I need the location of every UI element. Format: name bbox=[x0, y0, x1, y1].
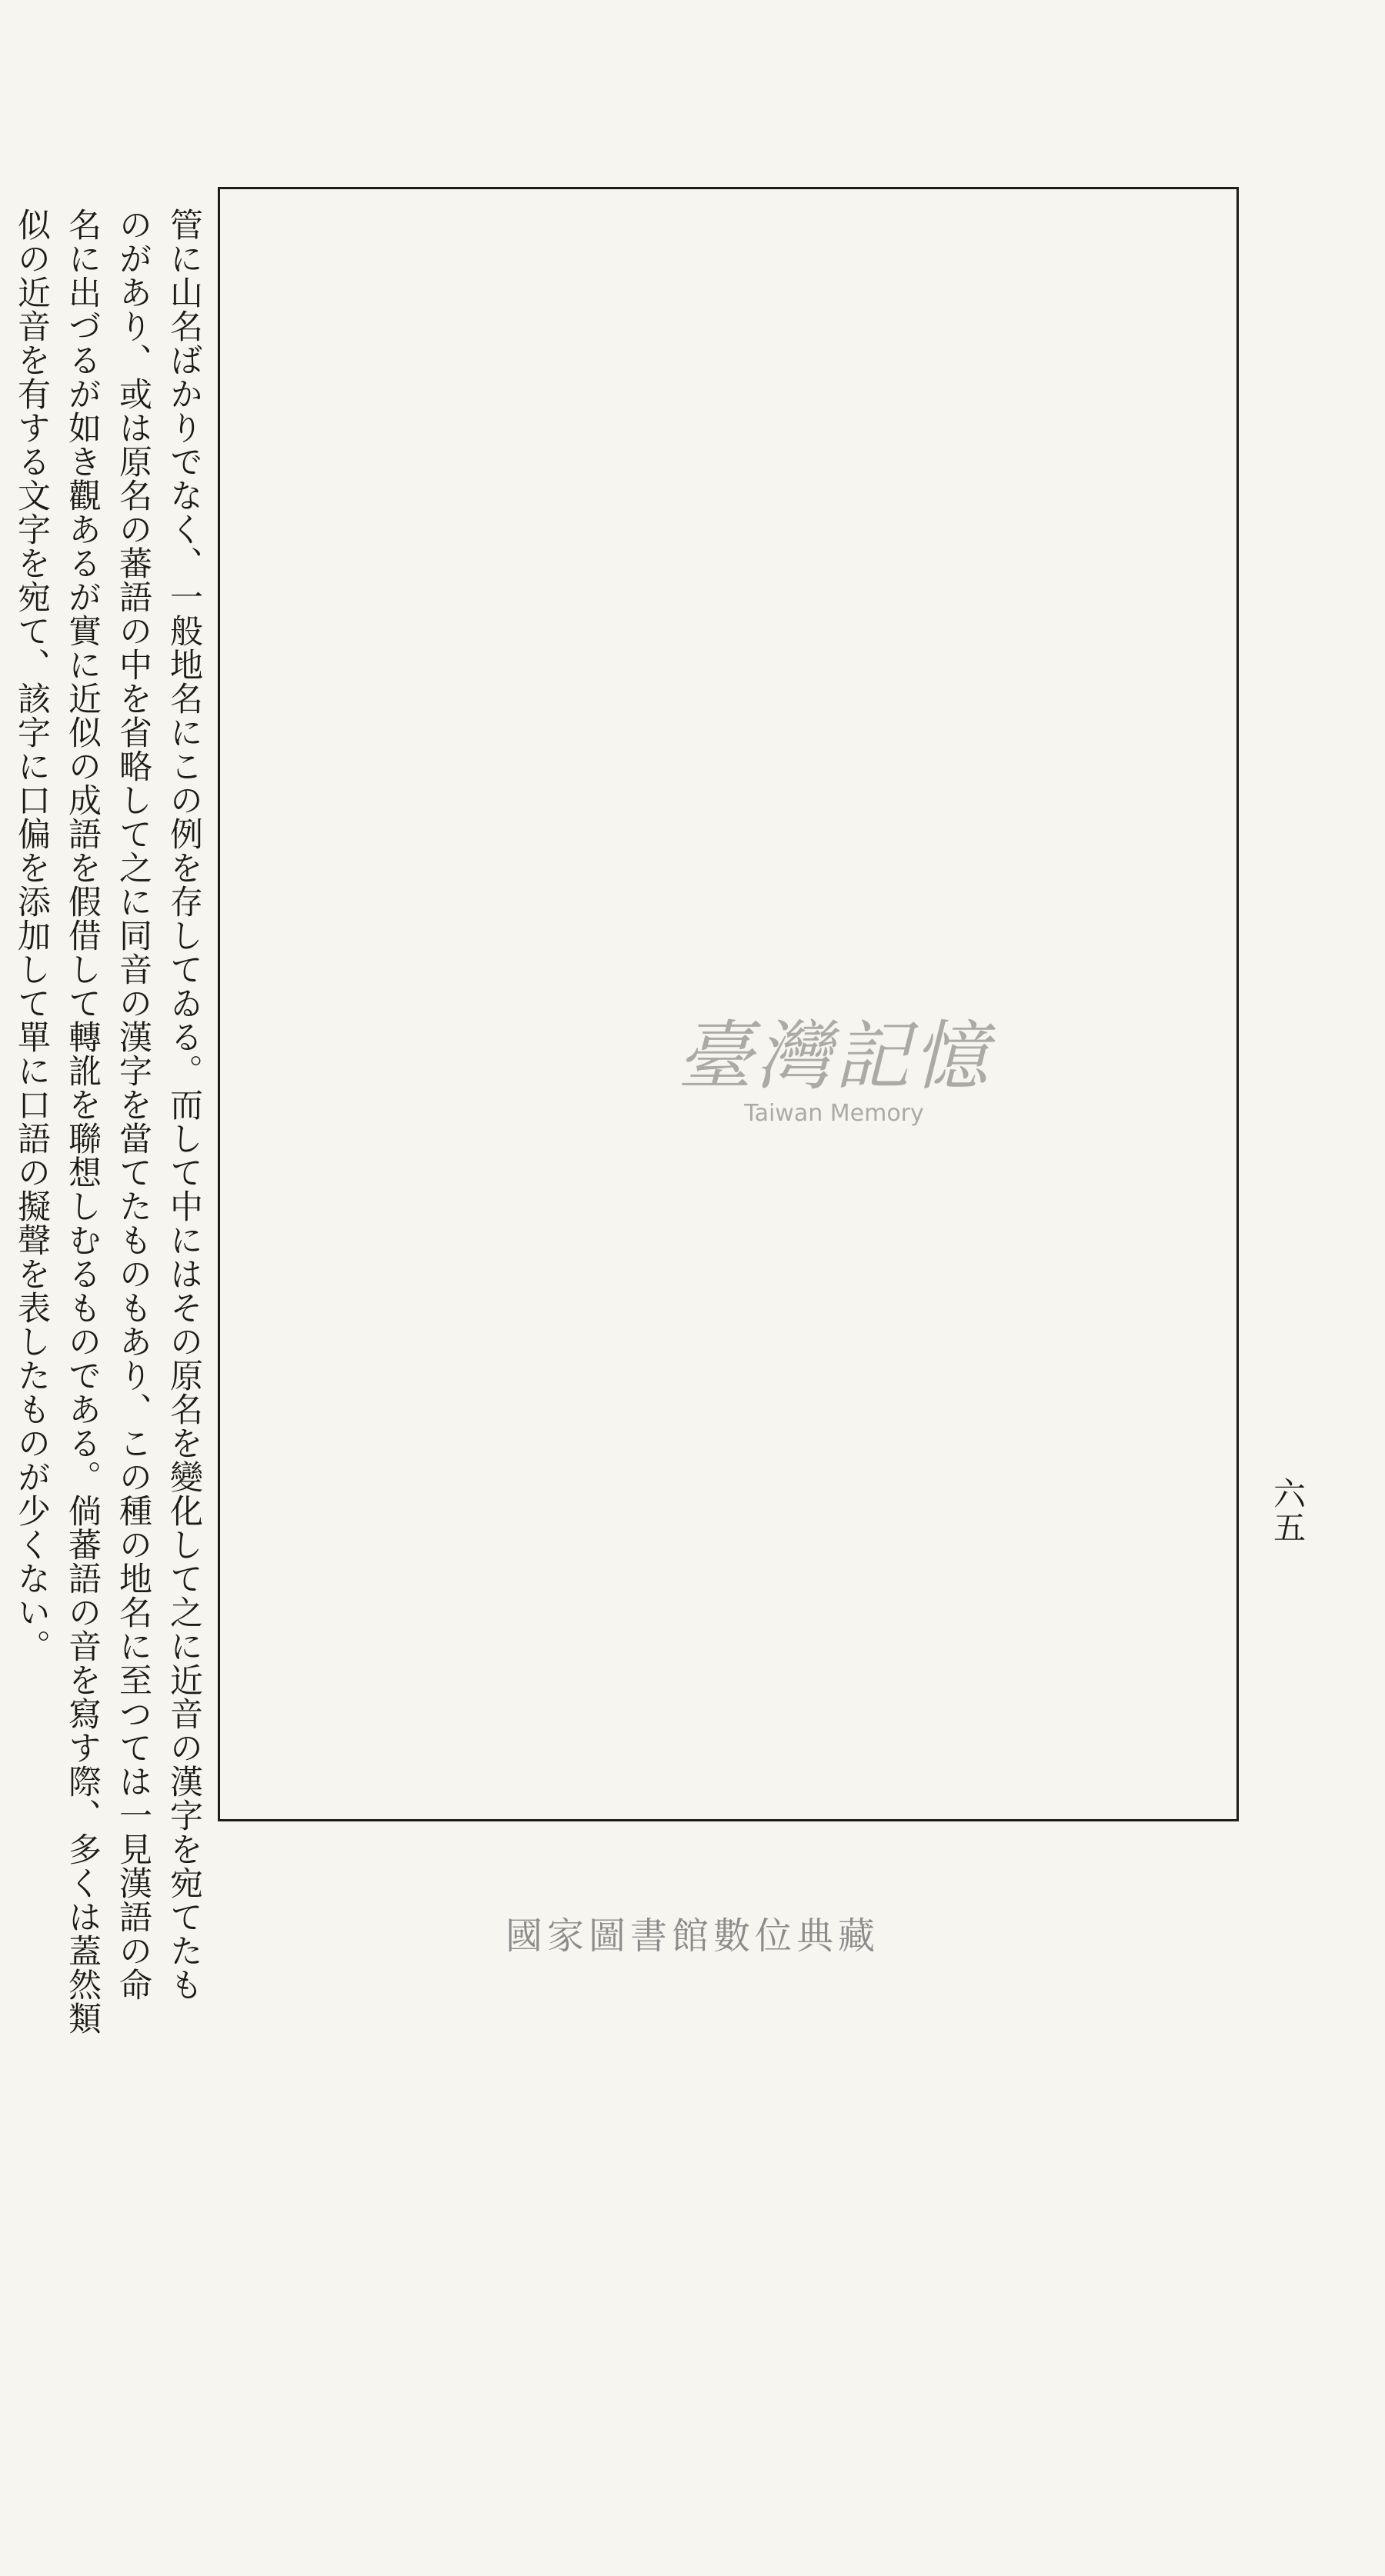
text-column: 名に出づるが如き觀あるが實に近似の成語を假借して轉訛を聯想しむるものである。倘蕃語の音を寫す際、多くは蓋然類 bbox=[63, 208, 102, 2035]
footer-credit: 國家圖書館數位典藏 bbox=[505, 1915, 879, 1958]
watermark-subtitle: Taiwan Memory bbox=[744, 1100, 924, 1127]
text-column: のがあり、或は原名の蕃語の中を省略して之に同音の漢字を當てたものもあり、この種の地名に至つては一見漢語の命 bbox=[114, 208, 152, 2001]
watermark-title: 臺灣記憶 bbox=[677, 1013, 992, 1101]
page-number: 六五 bbox=[1269, 1477, 1307, 1545]
text-column: 似の近音を有する文字を宛て、該字に口偏を添加して單に口語の擬聲を表したものが少くない。 bbox=[12, 208, 51, 1663]
body-text bbox=[0, 208, 203, 2035]
text-column: 管に山名ばかりでなく、一般地名にこの例を存してゐる。而して中にはその原名を變化して之に近音の漢字を宛てたも bbox=[165, 208, 203, 2001]
page-frame bbox=[218, 187, 1239, 1821]
